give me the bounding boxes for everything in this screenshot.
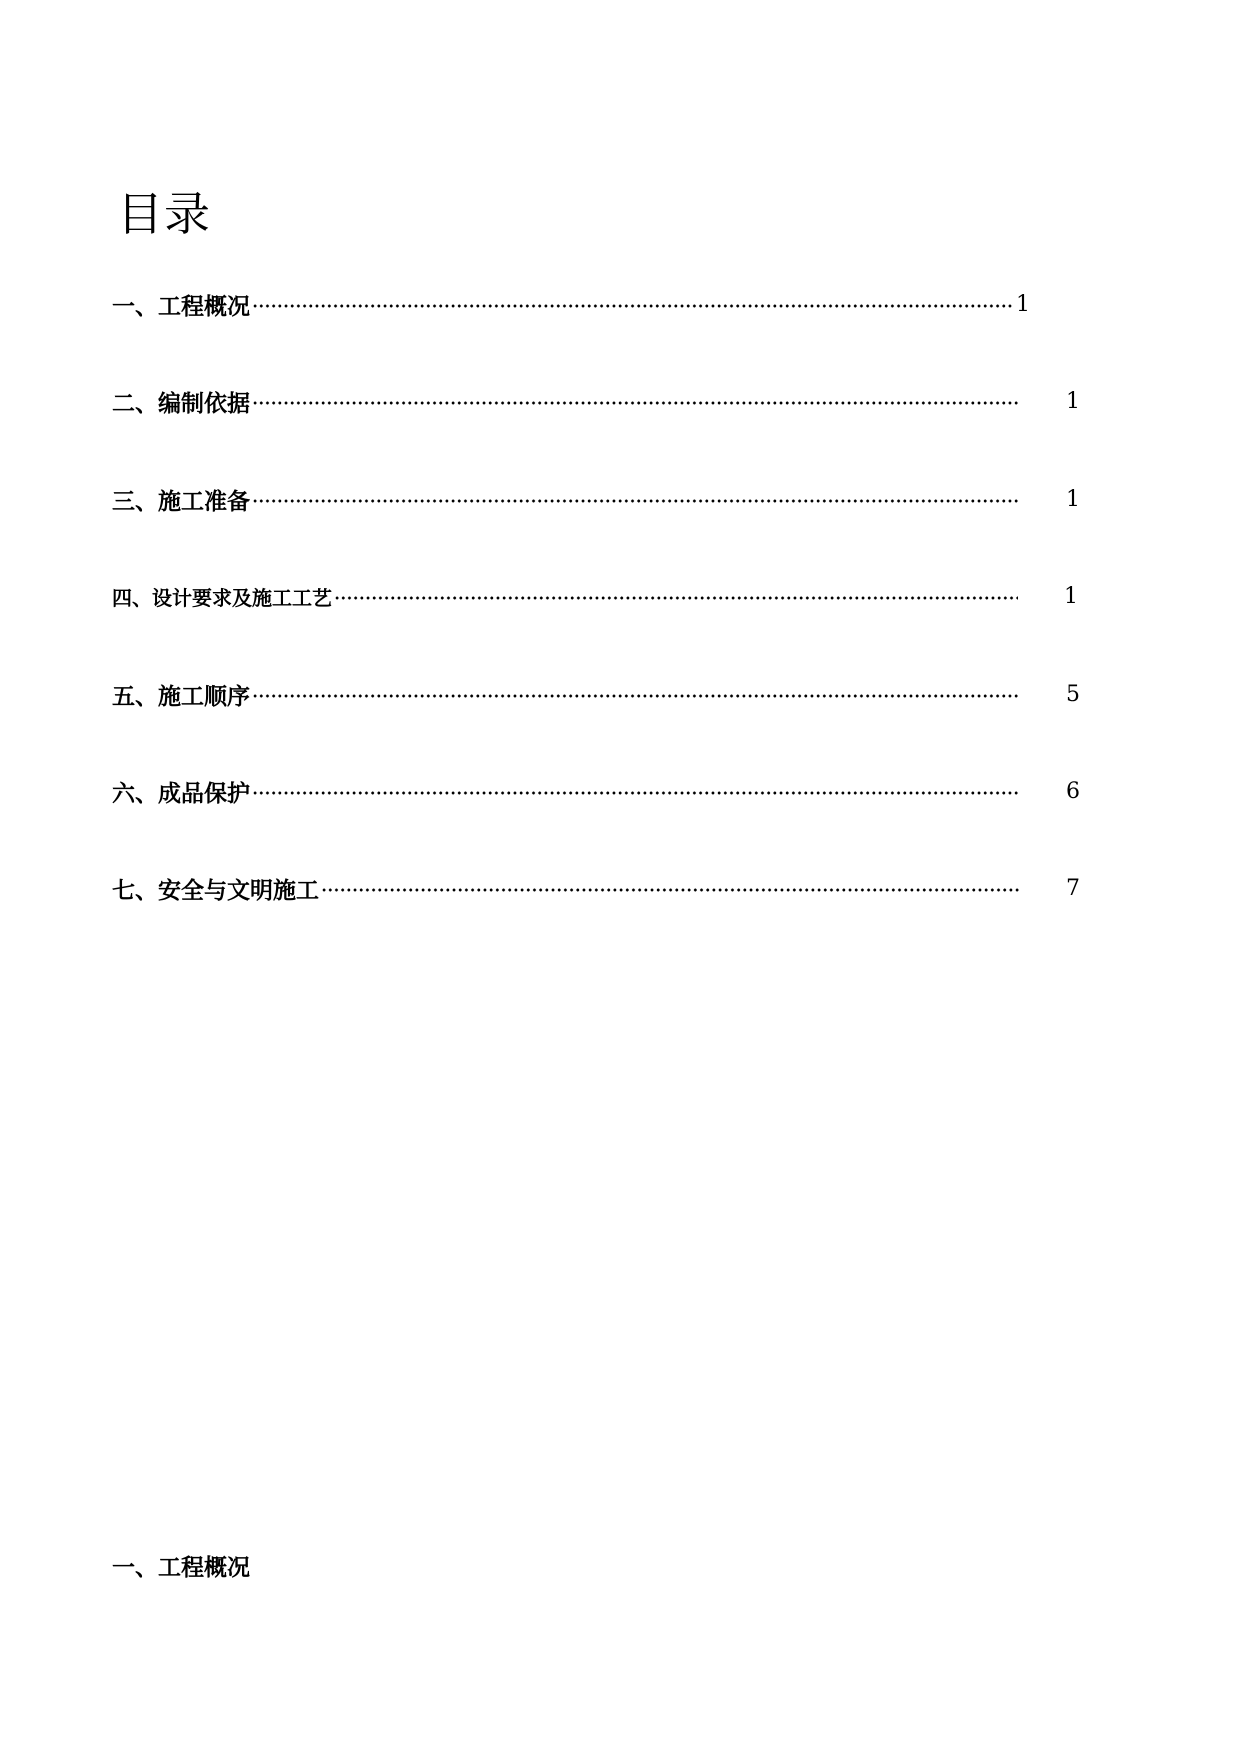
toc-dot-leader	[321, 888, 1020, 892]
toc-page-number: 6	[1066, 778, 1080, 804]
toc-entry-product-protection[interactable]	[112, 773, 1080, 809]
toc-dot-leader	[252, 791, 1020, 795]
toc-page-number: 1	[1064, 583, 1078, 609]
toc-page-number: 1	[1066, 486, 1080, 512]
toc-page-number: 1	[1066, 388, 1080, 414]
toc-page-number: 7	[1066, 875, 1080, 901]
toc-dot-leader	[252, 694, 1020, 698]
toc-title: 目录	[117, 187, 211, 241]
toc-entry-construction-sequence[interactable]	[112, 676, 1080, 712]
toc-entry-project-overview[interactable]	[112, 286, 1030, 322]
toc-entry-safety-civilized-construction[interactable]	[112, 870, 1080, 906]
toc-entry-design-requirements[interactable]	[112, 578, 1078, 614]
toc-dot-leader	[252, 499, 1020, 503]
toc-dot-leader	[252, 401, 1020, 405]
toc-entry-label: 五、施工顺序	[112, 682, 250, 710]
toc-page-number: 5	[1066, 681, 1080, 707]
toc-entry-compilation-basis[interactable]	[112, 383, 1080, 419]
toc-entry-label: 一、工程概况	[112, 292, 250, 320]
section-heading: 一、工程概况	[112, 1554, 250, 1581]
toc-entry-label: 二、编制依据	[112, 389, 250, 417]
toc-page-number: 1	[1016, 291, 1030, 317]
toc-entry-label: 四、设计要求及施工工艺	[112, 585, 332, 610]
toc-entry-label: 三、施工准备	[112, 487, 250, 515]
toc-entry-label: 六、成品保护	[112, 779, 250, 807]
toc-entry-label: 七、安全与文明施工	[112, 876, 319, 904]
toc-entry-construction-preparation[interactable]	[112, 481, 1080, 517]
toc-dot-leader	[252, 304, 1014, 308]
toc-dot-leader	[334, 596, 1018, 600]
